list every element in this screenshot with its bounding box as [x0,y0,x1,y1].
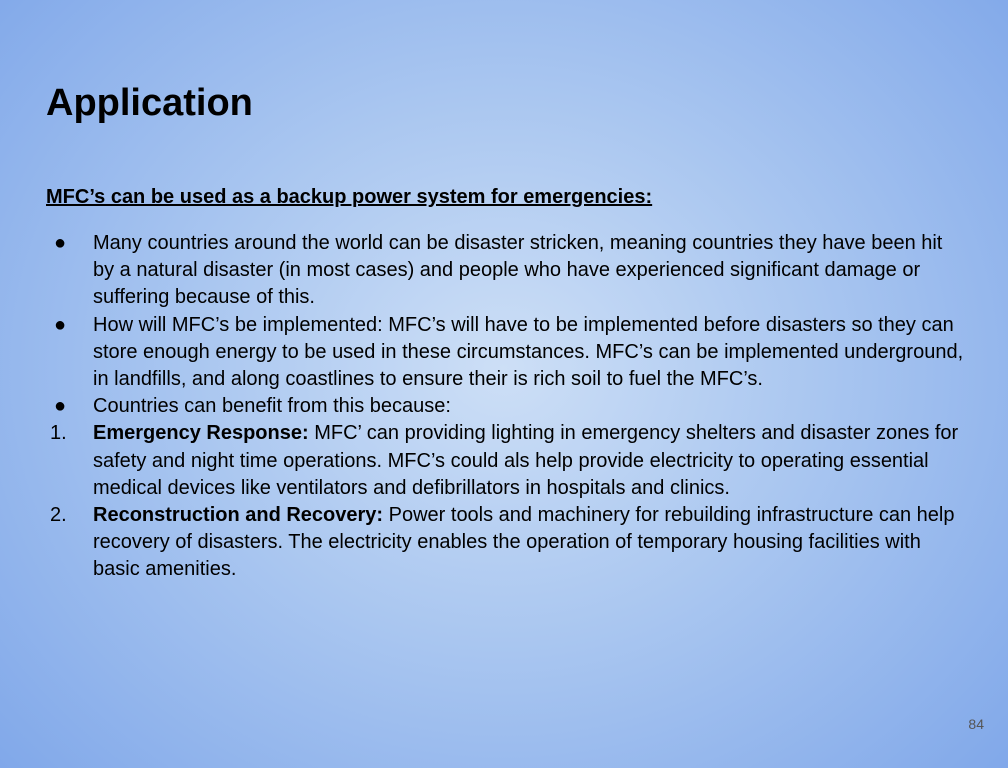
bullet-item [46,312,966,394]
list-number: 2. [50,504,67,527]
numbered-item-heading: Emergency Response: [93,422,309,445]
slide-title: Application [46,82,253,124]
numbered-text [93,502,966,584]
bullet-item [46,393,966,420]
bullet-marker: ● [54,395,67,418]
numbered-item-body: MFC’ can providing lighting in emergency shelters and disaster zones for safety and night time operations. MFC’s could als help provide electricity to operating essential medical devices like ventilators and defibrillators in hospitals and clinics. [93,422,959,499]
numbered-item-heading: Reconstruction and Recovery: [93,504,384,527]
bullet-marker: ● [54,232,67,254]
page-number: 84 [968,716,984,732]
numbered-text [93,420,966,502]
bullet-text: How will MFC’s be implemented: MFC’s will have to be implemented before disasters so they can store enough energy to be used in these circumstances. MFC’s can be implemented underground, in landfills, and along coastlines to ensure their is rich soil to fuel the MFC’s. [93,313,964,391]
list-number: 1. [50,422,67,445]
slide-subheading: MFC’s can be used as a backup power system for emergencies: [46,186,653,208]
bullet-marker: ● [54,313,67,336]
slide-body [46,230,966,584]
bullet-text: Many countries around the world can be disaster stricken, meaning countries they have been hit by a natural disaster (in most cases) and people who have experienced significant damage or suffering because of this. [93,232,943,309]
numbered-item-body: Power tools and machinery for rebuilding infrastructure can help recovery of disasters. The electricity enables the operation of temporary housing facilities with basic amenities. [93,504,955,581]
numbered-item [46,420,966,502]
bullet-text: Countries can benefit from this because: [93,395,451,418]
numbered-item [46,502,966,584]
bullet-item [46,230,966,312]
